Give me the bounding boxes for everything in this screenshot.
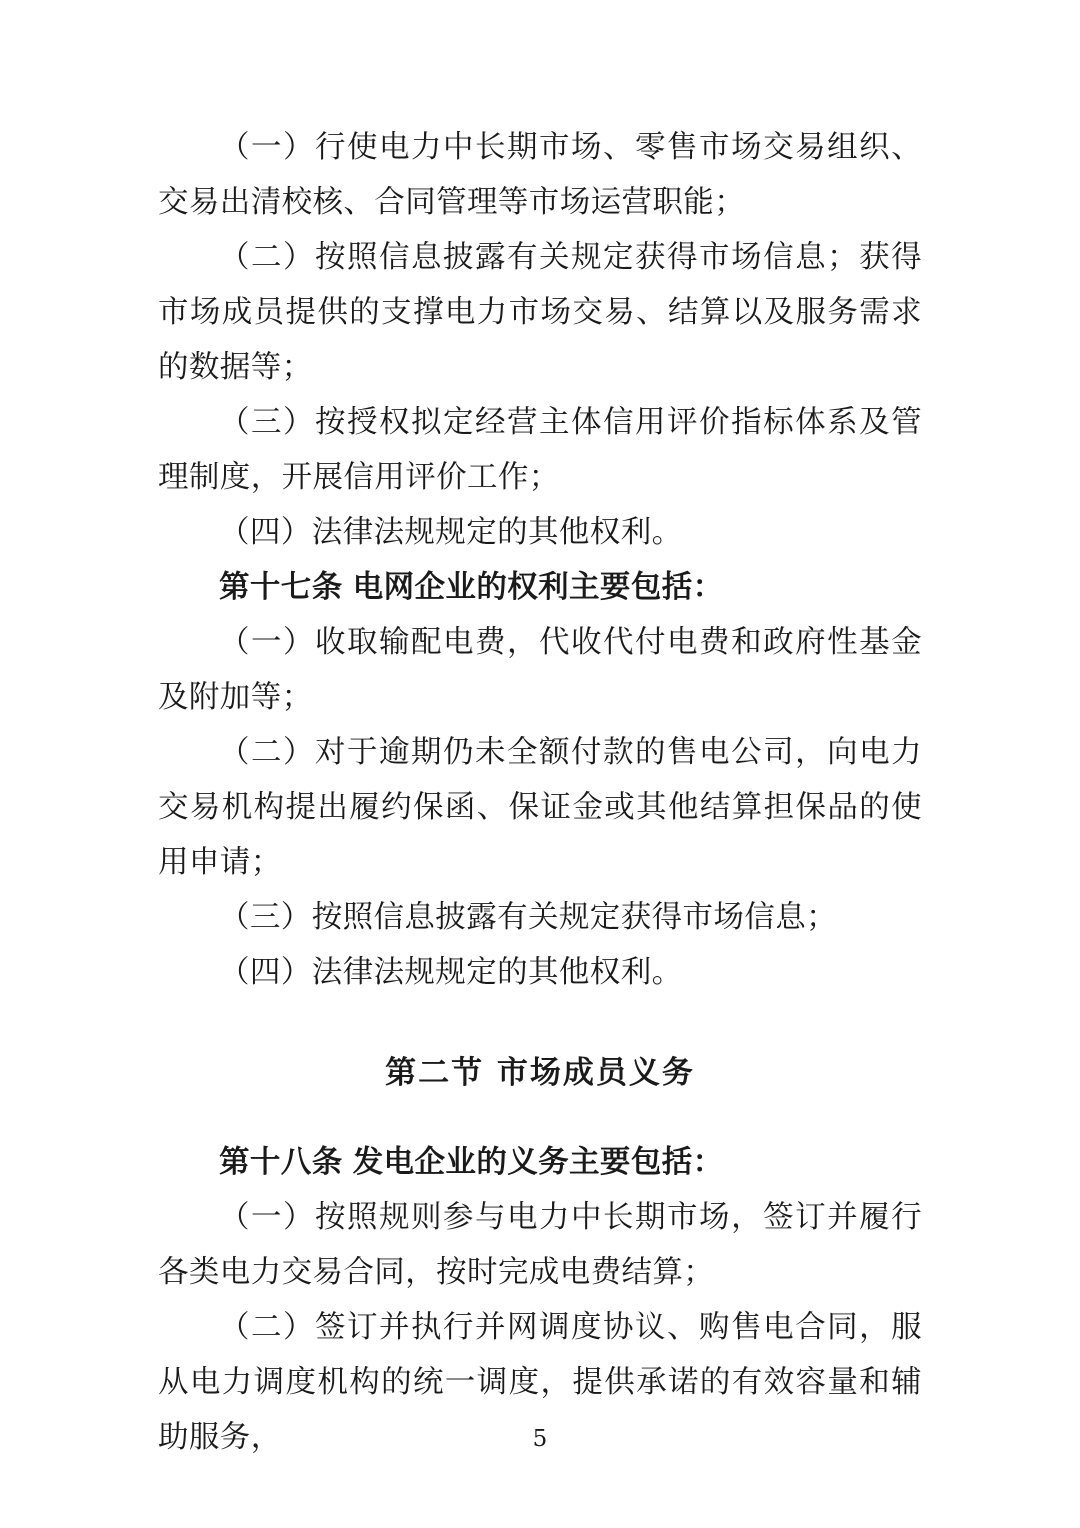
article-text: 电网企业的权利主要包括： [352, 569, 724, 605]
article-heading: 第十七条 [219, 569, 343, 605]
article-paragraph [158, 1135, 922, 1190]
list-item: （四）法律法规规定的其他权利。 [219, 955, 683, 990]
section-heading: 第二节 市场成员义务 [385, 1055, 695, 1091]
article-heading: 第十八条 [219, 1144, 343, 1180]
document-body [158, 120, 922, 1465]
article-paragraph [158, 560, 922, 615]
list-item: （四）法律法规规定的其他权利。 [219, 515, 683, 550]
article-spacer [343, 1145, 353, 1180]
list-item: （一）行使电力中长期市场、零售市场交易组织、交易出清校核、合同管理等市场运营职能； [158, 130, 922, 220]
article-spacer [343, 570, 353, 605]
list-item: （二）对于逾期仍未全额付款的售电公司，向电力交易机构提出履约保函、保证金或其他结算担保品的使用申请； [158, 735, 922, 880]
list-item: （三）按照信息披露有关规定获得市场信息； [219, 900, 837, 935]
list-item: （二）签订并执行并网调度协议、购售电合同，服从电力调度机构的统一调度，提供承诺的有效容量和辅助服务， [158, 1310, 922, 1455]
list-item: （三）按授权拟定经营主体信用评价指标体系及管理制度，开展信用评价工作； [158, 405, 922, 495]
article-text: 发电企业的义务主要包括： [352, 1144, 724, 1180]
list-item: （一）按照规则参与电力中长期市场，签订并履行各类电力交易合同，按时完成电费结算； [158, 1200, 922, 1290]
page-number: 5 [532, 1426, 548, 1452]
list-item: （一）收取输配电费，代收代付电费和政府性基金及附加等； [158, 625, 922, 715]
list-item: （二）按照信息披露有关规定获得市场信息；获得市场成员提供的支撑电力市场交易、结算以及服务需求的数据等； [158, 240, 922, 385]
